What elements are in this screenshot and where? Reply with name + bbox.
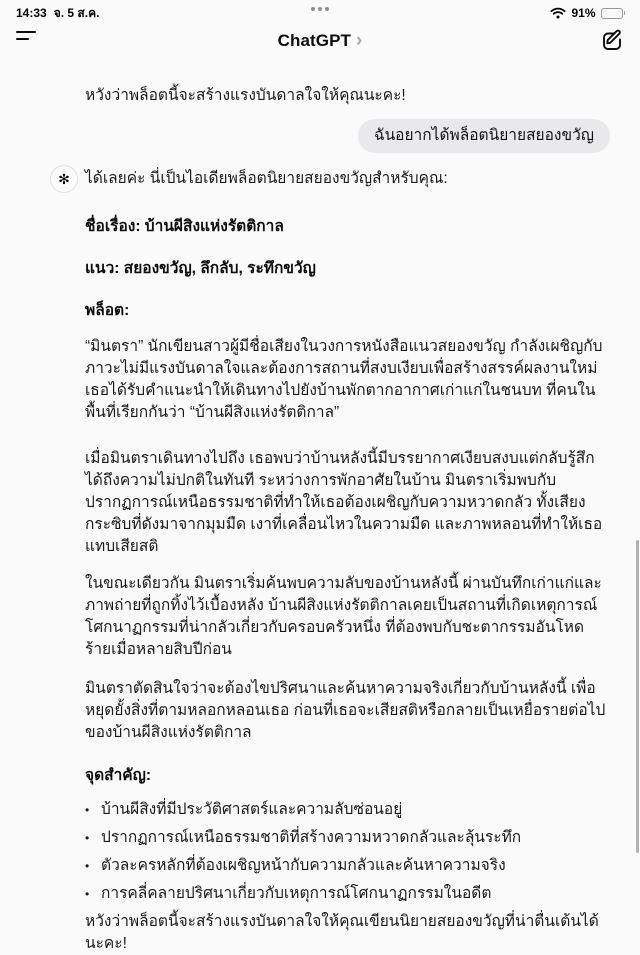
assistant-closing: หวังว่าพล็อตนี้จะสร้างแรงบันดาลใจให้คุณเขียนนิยายสยองขวัญที่น่าตื่นเต้นได้นะคะ! xyxy=(85,913,599,952)
scrollbar[interactable] xyxy=(636,540,639,853)
bullet-icon: • xyxy=(85,831,90,845)
bullet-icon: • xyxy=(85,859,90,873)
chevron-right-icon: › xyxy=(356,29,363,51)
story-title-heading: ชื่อเรื่อง: บ้านผีสิงแห่งรัตติกาล xyxy=(85,218,284,235)
plot-paragraph: “มินตรา” นักเขียนสาวผู้มีชื่อเสียงในวงการหนังสือแนวสยองขวัญ กำลังเผชิญกับภาวะไม่มีแรงบันดาลใจและต้องการสถานที่สงบเงียบเพื่อสร้างสรรค์ผลงานใหม่ เธอได้รับคำแนะนำให้เดินทางไปยังบ้านพักตากอากาศเก่าแก่ในชนบท ที่คนในพื้นที่เรียกกันว่า “บ้านผีสิงแห่งรัตติกาล” xyxy=(85,338,603,421)
key-points-list xyxy=(85,799,610,905)
list-item xyxy=(85,799,610,821)
plot-paragraph: ในขณะเดียวกัน มินตราเริ่มค้นพบความลับของบ้านหลังนี้ ผ่านบันทึกเก่าแก่และภาพถ่ายที่ถูกทิ้งไว้เบื้องหลัง บ้านผีสิงแห่งรัตติกาลเคยเป็นสถานที่เกิดเหตุการณ์โศกนาฏกรรมที่น่ากลัวเกี่ยวกับครอบครัวหนึ่ง ที่ต้องพบกับชะตากรรมอันโหดร้ายเมื่อหลายสิบปีก่อน xyxy=(85,575,602,658)
assistant-message-tail: หวังว่าพล็อตนี้จะสร้างแรงบันดาลใจให้คุณนะคะ! xyxy=(85,87,406,104)
wifi-icon xyxy=(550,7,566,19)
battery-icon xyxy=(601,8,626,19)
app-header xyxy=(0,22,640,60)
key-points-heading: จุดสำคัญ: xyxy=(85,767,152,784)
new-chat-button[interactable] xyxy=(600,29,624,53)
conversation-scroll-area[interactable] xyxy=(0,60,640,952)
list-item-text: ปรากฏการณ์เหนือธรรมชาติที่สร้างความหวาดกลัวและลุ้นระทึก xyxy=(101,829,522,846)
list-item-text: การคลี่คลายปริศนาเกี่ยวกับเหตุการณ์โศกนาฏกรรมในอดีต xyxy=(101,885,492,902)
bullet-icon: • xyxy=(85,887,90,901)
battery-percent: 91% xyxy=(571,6,596,20)
plot-paragraph: เมื่อมินตราเดินทางไปถึง เธอพบว่าบ้านหลังนี้มีบรรยากาศเงียบสงบแต่กลับรู้สึกได้ถึงความไม่ปกติในทันที ระหว่างการพักอาศัยในบ้าน มินตราเริ่มพบกับปรากฏการณ์เหนือธรรมชาติที่ทำให้เธอต้องเผชิญกับความหวาดกลัว ทั้งเสียงกระซิบที่ดังมาจากมุมมืด เงาที่เคลื่อนไหวในความมืด และภาพหลอนที่ทำให้เธอแทบเสียสติ xyxy=(85,450,603,555)
openai-logo-icon: ✻ xyxy=(50,165,78,193)
model-picker[interactable] xyxy=(278,31,363,51)
status-date: จ. 5 ส.ค. xyxy=(53,5,100,20)
bullet-icon: • xyxy=(85,803,90,817)
list-item xyxy=(85,883,610,905)
page-title: ChatGPT xyxy=(277,31,352,50)
user-message-row xyxy=(85,119,610,153)
list-item xyxy=(85,827,610,849)
genre-heading: แนว: สยองขวัญ, ลึกลับ, ระทึกขวัญ xyxy=(85,260,316,277)
assistant-intro: ได้เลยค่ะ นี่เป็นไอเดียพล็อตนิยายสยองขวัญสำหรับคุณ: xyxy=(85,170,448,187)
plot-heading: พล็อต: xyxy=(85,302,130,319)
status-time: 14:33 xyxy=(16,6,47,20)
status-bar xyxy=(0,0,640,22)
multitask-dots-icon xyxy=(311,7,329,11)
list-item-text: บ้านผีสิงที่มีประวัติศาสตร์และความลับซ่อนอยู่ xyxy=(101,801,403,818)
user-message-bubble: ฉันอยากได้พล็อตนิยายสยองขวัญ xyxy=(358,119,610,153)
list-item xyxy=(85,855,610,877)
plot-paragraph: มินตราตัดสินใจว่าจะต้องไขปริศนาและค้นหาความจริงเกี่ยวกับบ้านหลังนี้ เพื่อหยุดยั้งสิ่งที่ตามหลอกหลอนเธอ ก่อนที่เธอจะเสียสติหรือกลายเป็นเหยื่อรายต่อไปของบ้านผีสิงแห่งรัตติกาล xyxy=(85,680,606,741)
assistant-message xyxy=(58,168,610,190)
list-item-text: ตัวละครหลักที่ต้องเผชิญหน้ากับความกลัวและค้นหาความจริง xyxy=(101,857,506,874)
sidebar-menu-button[interactable] xyxy=(16,31,38,51)
